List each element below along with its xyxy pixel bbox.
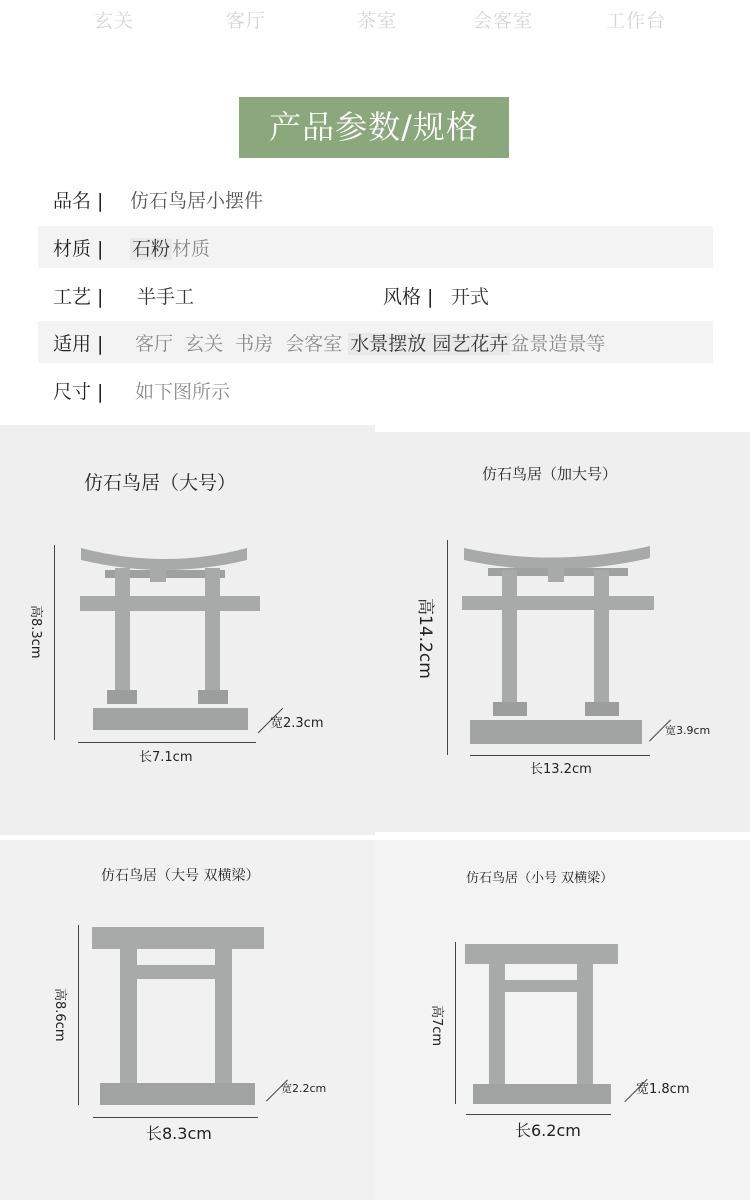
spec-label: 品名 | [53, 190, 104, 212]
tab-entrance[interactable]: 玄关 [94, 10, 135, 32]
spec-row-use [38, 321, 713, 363]
spec-label: 材质 | [53, 238, 104, 260]
tab-reception-room[interactable]: 会客室 [473, 10, 534, 32]
category-tabs [0, 0, 750, 40]
height-label: 高14.2cm [415, 598, 435, 679]
spec-row-size [38, 369, 713, 411]
height-dim-line [54, 545, 55, 740]
length-dim-line [470, 755, 650, 756]
product-title: 仿石鸟居（大号 双横梁） [101, 868, 260, 884]
spec-value-highlight: 水景摆放 园艺花卉 [350, 333, 509, 355]
spec-value: 半手工 [137, 286, 195, 308]
spec-label: 工艺 | [53, 286, 104, 308]
length-label: 长8.3cm [146, 1124, 212, 1143]
length-dim-line [93, 1117, 258, 1118]
width-label: 宽3.9cm [665, 724, 711, 737]
section-banner: 产品参数/规格 [239, 97, 509, 158]
spec-value: 仿石鸟居小摆件 [130, 190, 264, 212]
product-title: 仿石鸟居（小号 双横梁） [466, 871, 614, 886]
torii-image-extra-large [460, 540, 660, 750]
length-label: 长7.1cm [139, 750, 193, 765]
length-dim-line [78, 742, 256, 743]
torii-image-large [75, 540, 275, 740]
length-label: 长6.2cm [515, 1121, 581, 1140]
spec-row-craft-style [38, 274, 713, 316]
product-title: 仿石鸟居（加大号） [482, 465, 618, 483]
height-dim-line [455, 942, 456, 1104]
length-dim-line [466, 1114, 611, 1115]
length-label: 长13.2cm [530, 762, 592, 777]
height-label: 高7cm [429, 1005, 444, 1047]
spec-label: 适用 | [53, 333, 104, 355]
height-label: 高8.3cm [28, 605, 43, 659]
torii-image-large-double-beam [90, 925, 270, 1110]
tab-workbench[interactable]: 工作台 [606, 10, 667, 32]
spec-label: 尺寸 | [53, 381, 104, 403]
spec-value-highlight: 石粉 [132, 238, 171, 260]
height-label: 高8.6cm [52, 988, 67, 1042]
spec-value: 如下图所示 [135, 381, 231, 403]
spec-row-material [38, 226, 713, 268]
width-label: 宽2.3cm [270, 716, 324, 731]
width-label: 宽1.8cm [636, 1082, 690, 1097]
product-title: 仿石鸟居（大号） [84, 472, 237, 494]
tab-living-room[interactable]: 客厅 [226, 10, 267, 32]
height-dim-line [78, 925, 79, 1105]
spec-value: 客厅 玄关 书房 会客室 [135, 333, 343, 355]
spec-row-name [38, 178, 713, 220]
spec-value: 开式 [451, 286, 490, 308]
width-label: 宽2.2cm [281, 1082, 327, 1095]
torii-image-small-double-beam [465, 942, 625, 1107]
height-dim-line [447, 540, 448, 755]
spec-value: 盆景造景等 [510, 333, 606, 355]
spec-label: 风格 | [383, 286, 434, 308]
tab-tea-room[interactable]: 茶室 [357, 10, 398, 32]
spec-value: 材质 [172, 238, 211, 260]
